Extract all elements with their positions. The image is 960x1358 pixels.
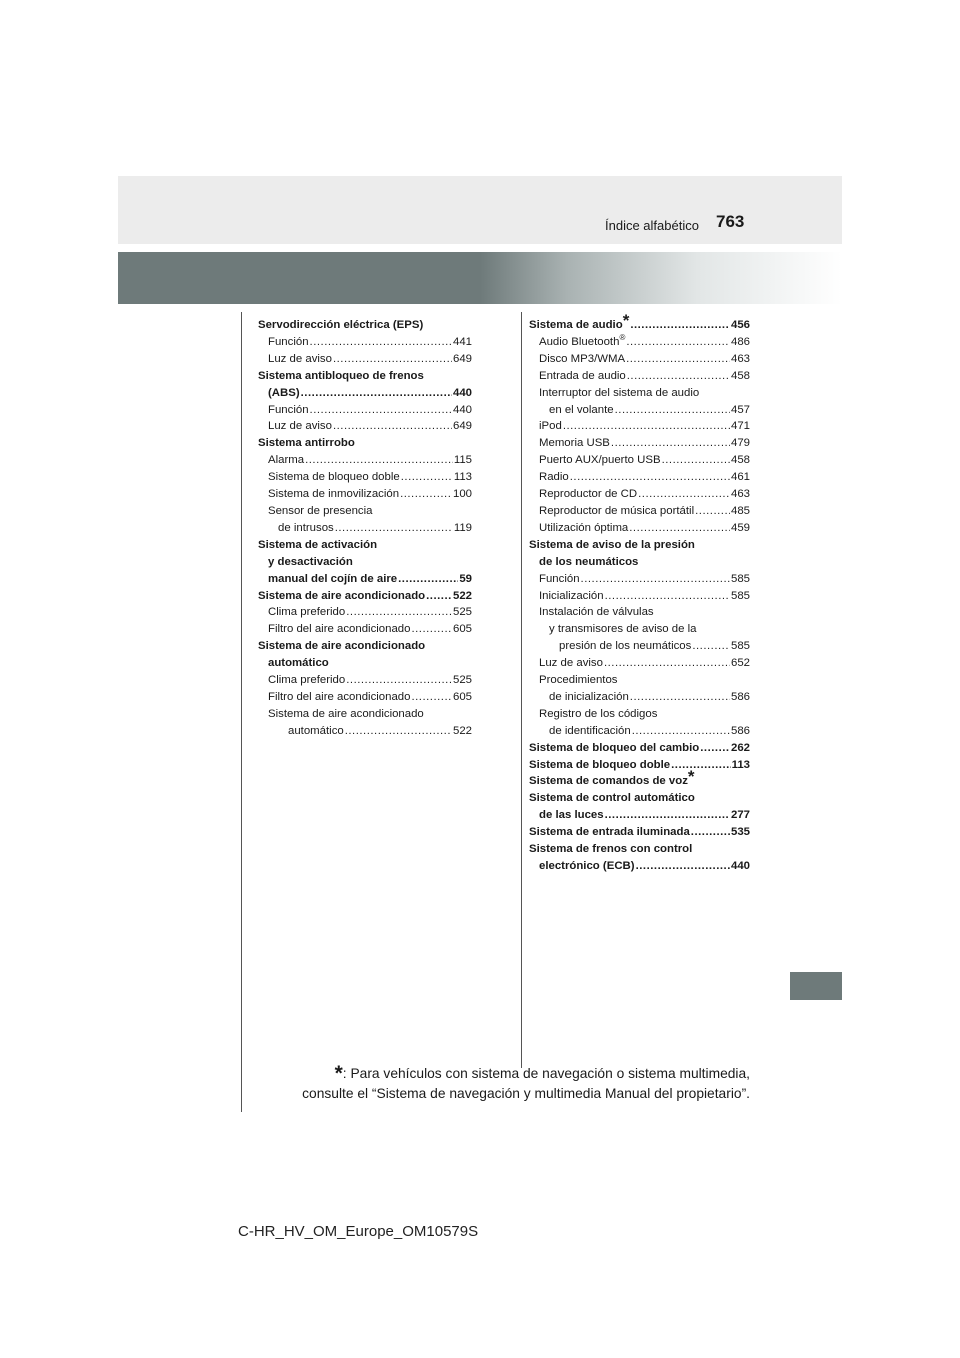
header-band — [118, 176, 842, 244]
index-entry-text: Sensor de presencia — [268, 504, 373, 517]
dot-leader — [333, 351, 452, 368]
index-entry — [529, 723, 750, 740]
index-entry-text: Sistema de frenos con control — [529, 843, 693, 856]
index-entry-text: Sistema antirrobo — [258, 437, 355, 450]
column-divider — [521, 312, 522, 1068]
index-entry-page: 440 — [730, 860, 750, 872]
index-entry-text: Sistema de activación — [258, 538, 378, 551]
index-entry-text: de inicialización — [549, 690, 629, 703]
index-entry-page: 535 — [730, 826, 750, 839]
index-entry-text: Luz de aviso — [268, 420, 332, 433]
index-entry-text: Sistema antibloqueo de frenos — [258, 369, 424, 382]
index-entry — [529, 334, 750, 351]
index-entry-text: Registro de los códigos — [539, 707, 658, 720]
index-entry-page: 458 — [730, 454, 750, 467]
footnote — [290, 1064, 750, 1104]
index-entry-page: 652 — [730, 657, 750, 670]
index-entry-text: Sistema de comandos de voz* — [529, 767, 695, 788]
index-entry — [258, 520, 472, 537]
index-entry-page: 463 — [730, 352, 750, 365]
index-column-right — [529, 311, 750, 875]
index-entry-text: Reproductor de CD — [539, 488, 638, 501]
index-entry-text: (ABS) — [268, 386, 300, 399]
dot-leader — [605, 588, 730, 605]
index-entry — [529, 418, 750, 435]
document-id: C-HR_HV_OM_Europe_OM10579S — [238, 1223, 479, 1240]
dot-leader — [626, 334, 730, 351]
index-entry — [529, 689, 750, 706]
index-entry — [529, 706, 750, 723]
index-entry-page: 459 — [730, 521, 750, 534]
dot-leader — [700, 740, 730, 757]
index-entry — [529, 368, 750, 385]
index-entry — [529, 858, 750, 875]
index-entry-page: 522 — [452, 724, 472, 737]
index-column-left — [258, 317, 472, 740]
index-entry-page: 115 — [453, 454, 472, 467]
dot-leader — [310, 402, 452, 419]
index-entry-page: 113 — [731, 758, 750, 771]
index-entry-text: Sistema de aire acondicionado — [258, 589, 426, 602]
dot-leader — [638, 486, 730, 503]
index-entry — [529, 503, 750, 520]
index-entry-text: Sistema de control automático — [529, 792, 695, 805]
index-entry-text: Servodirección eléctrica (EPS) — [258, 319, 424, 331]
index-entry-page: 277 — [730, 809, 750, 822]
index-entry-text: Filtro del aire acondicionado — [268, 623, 411, 636]
index-entry-text: Interruptor del sistema de audio — [539, 386, 700, 399]
index-entry-page: 471 — [730, 420, 750, 433]
index-entry-text: Sistema de bloqueo doble — [529, 758, 671, 771]
index-entry-text: Clima preferido — [268, 674, 346, 687]
dot-leader — [301, 385, 452, 402]
index-entry — [258, 435, 472, 452]
index-entry-text: Sistema de bloqueo del cambio — [529, 741, 700, 754]
index-entry-page: 456 — [730, 319, 750, 331]
index-entry-text: Sistema de audio* — [529, 311, 630, 331]
dot-leader — [570, 469, 730, 486]
index-entry — [529, 638, 750, 655]
index-entry — [258, 672, 472, 689]
dot-leader — [611, 435, 730, 452]
dot-leader — [346, 672, 452, 689]
index-entry-page: 479 — [730, 437, 750, 450]
index-entry — [529, 655, 750, 672]
dot-leader — [695, 503, 730, 520]
dot-leader — [310, 334, 452, 351]
index-entry-page: 441 — [452, 335, 472, 348]
index-entry-page: 458 — [730, 369, 750, 382]
index-entry-text: Sistema de inmovilización — [268, 488, 400, 501]
index-entry — [529, 604, 750, 621]
index-entry-page: 59 — [459, 572, 472, 585]
index-entry-page: 525 — [452, 674, 472, 687]
asterisk-marker: * — [622, 311, 630, 330]
index-entry-page: 605 — [452, 690, 472, 703]
dot-leader — [627, 368, 730, 385]
index-entry-page: 440 — [452, 403, 472, 416]
index-entry — [529, 351, 750, 368]
index-entry — [258, 689, 472, 706]
index-entry-text: electrónico (ECB) — [539, 860, 635, 872]
dot-leader — [605, 807, 730, 824]
index-entry-page: 100 — [452, 488, 472, 501]
index-entry — [258, 723, 472, 740]
footnote-asterisk: * — [334, 1062, 343, 1085]
index-entry — [258, 334, 472, 351]
index-entry — [529, 452, 750, 469]
dot-leader — [630, 317, 730, 334]
dot-leader — [400, 486, 452, 503]
index-entry-text: Función — [268, 403, 309, 416]
index-entry-text: presión de los neumáticos — [559, 640, 692, 653]
dot-leader — [305, 452, 453, 469]
page-number: 763 — [716, 212, 745, 231]
header-gradient-bar — [118, 252, 842, 304]
index-entry — [258, 385, 472, 402]
dot-leader — [401, 469, 453, 486]
index-entry-page: 605 — [452, 623, 472, 636]
index-entry — [529, 537, 750, 554]
index-entry — [258, 537, 472, 554]
index-entry — [258, 588, 472, 605]
index-entry — [258, 317, 472, 334]
index-entry — [258, 706, 472, 723]
index-entry-page: 525 — [452, 606, 472, 619]
index-entry-page: 440 — [452, 386, 472, 399]
index-entry-page: 457 — [730, 403, 750, 416]
index-entry-page: 486 — [730, 335, 750, 348]
dot-leader — [626, 351, 730, 368]
index-entry — [529, 740, 750, 757]
index-entry — [529, 385, 750, 402]
index-entry-text: en el volante — [549, 403, 614, 416]
index-entry — [258, 351, 472, 368]
index-entry — [529, 757, 750, 774]
index-entry-text: Reproductor de música portátil — [539, 504, 695, 517]
index-entry-text: de identificación — [549, 724, 631, 737]
dot-leader — [346, 604, 452, 621]
index-entry — [258, 655, 472, 672]
index-entry — [529, 571, 750, 588]
dot-leader — [632, 723, 730, 740]
dot-leader — [630, 689, 730, 706]
footnote-line-2: consulte el “Sistema de navegación y multimedia Manual del propietario”. — [302, 1086, 750, 1101]
index-entry-page: 586 — [730, 724, 750, 737]
index-entry — [258, 571, 472, 588]
index-entry-text: iPod — [539, 420, 562, 433]
index-entry-page: 649 — [452, 420, 472, 433]
dot-leader — [691, 824, 730, 841]
index-entry-text: Función — [268, 335, 309, 348]
index-entry-text: Luz de aviso — [268, 352, 332, 365]
index-entry-text: Sistema de entrada iluminada — [529, 826, 690, 839]
index-entry-text: Utilización óptima — [539, 521, 629, 534]
index-entry — [529, 486, 750, 503]
index-entry — [258, 638, 472, 655]
asterisk-marker: * — [687, 767, 695, 787]
index-entry — [529, 588, 750, 605]
index-entry — [529, 807, 750, 824]
index-entry — [258, 368, 472, 385]
index-entry-text: Inicialización — [539, 589, 604, 602]
index-entry-text: de los neumáticos — [539, 555, 639, 568]
index-entry-text: manual del cojín de aire — [268, 572, 398, 585]
index-entry — [258, 621, 472, 638]
index-entry — [529, 520, 750, 537]
index-entry — [529, 311, 750, 334]
index-entry — [529, 672, 750, 689]
index-entry-page: 113 — [453, 471, 472, 484]
dot-leader — [662, 452, 730, 469]
index-entry-text: automático — [288, 724, 344, 737]
dot-leader — [426, 588, 452, 605]
dot-leader — [692, 638, 730, 655]
index-entry-page: 119 — [453, 521, 472, 534]
registered-mark: ® — [619, 333, 626, 343]
dot-leader — [581, 571, 730, 588]
index-entry-text: de las luces — [539, 809, 604, 822]
index-entry — [529, 767, 750, 790]
index-entry — [258, 402, 472, 419]
dot-leader — [335, 520, 453, 537]
index-entry-text: Instalación de válvulas — [539, 606, 654, 619]
index-entry — [258, 503, 472, 520]
index-entry-page: 585 — [730, 640, 750, 653]
index-entry-text: Radio — [539, 471, 569, 484]
index-entry-page: 585 — [730, 572, 750, 585]
index-entry-page: 262 — [730, 741, 750, 754]
index-entry-page: 463 — [730, 488, 750, 501]
index-entry — [529, 554, 750, 571]
index-entry-page: 586 — [730, 690, 750, 703]
index-entry — [258, 469, 472, 486]
index-entry — [258, 418, 472, 435]
index-entry-text: Sistema de bloqueo doble — [268, 471, 400, 484]
dot-leader — [604, 655, 730, 672]
dot-leader — [629, 520, 730, 537]
dot-leader — [411, 689, 452, 706]
index-entry — [258, 604, 472, 621]
index-entry — [529, 824, 750, 841]
margin-rule — [241, 312, 242, 1112]
dot-leader — [411, 621, 452, 638]
index-entry-text: Alarma — [268, 454, 305, 467]
index-entry-text: automático — [268, 657, 329, 670]
index-entry-page: 585 — [730, 589, 750, 602]
chapter-side-tab — [790, 972, 842, 1000]
dot-leader — [636, 858, 730, 875]
index-entry — [529, 435, 750, 452]
index-entry — [529, 841, 750, 858]
index-entry-text: Audio Bluetooth® — [539, 333, 626, 348]
index-entry-text: y transmisores de aviso de la — [549, 623, 697, 636]
index-entry-text: Clima preferido — [268, 606, 346, 619]
index-entry — [529, 469, 750, 486]
index-entry — [529, 790, 750, 807]
index-entry — [258, 554, 472, 571]
index-entry — [529, 621, 750, 638]
index-entry-text: Filtro del aire acondicionado — [268, 690, 411, 703]
index-entry-text: Entrada de audio — [539, 369, 626, 382]
index-entry-text: de intrusos — [278, 521, 334, 534]
index-entry-text: Memoria USB — [539, 437, 610, 450]
index-entry-page: 522 — [452, 589, 472, 602]
index-entry-page: 485 — [730, 504, 750, 517]
index-entry — [529, 402, 750, 419]
dot-leader — [398, 571, 458, 588]
index-entry — [258, 486, 472, 503]
index-entry — [258, 452, 472, 469]
dot-leader — [671, 757, 730, 774]
index-entry-text: Luz de aviso — [539, 657, 603, 670]
index-entry-text: Sistema de aire acondicionado — [268, 707, 424, 720]
index-entry-text: Sistema de aire acondicionado — [258, 640, 426, 653]
dot-leader — [615, 402, 730, 419]
section-title: Índice alfabético — [605, 218, 699, 233]
dot-leader — [563, 418, 730, 435]
index-entry-text: Función — [539, 572, 580, 585]
index-entry-page: 461 — [730, 471, 750, 484]
index-entry-page: 649 — [452, 352, 472, 365]
dot-leader — [345, 723, 452, 740]
index-entry-text: Disco MP3/WMA — [539, 352, 626, 365]
index-entry-text: Procedimientos — [539, 674, 618, 687]
index-entry-text: Puerto AUX/puerto USB — [539, 454, 661, 467]
index-entry-text: y desactivación — [268, 555, 353, 568]
dot-leader — [333, 418, 452, 435]
footnote-line-1: *: Para vehículos con sistema de navegación o sistema multimedia, — [334, 1062, 750, 1085]
index-entry-text: Sistema de aviso de la presión — [529, 538, 695, 551]
